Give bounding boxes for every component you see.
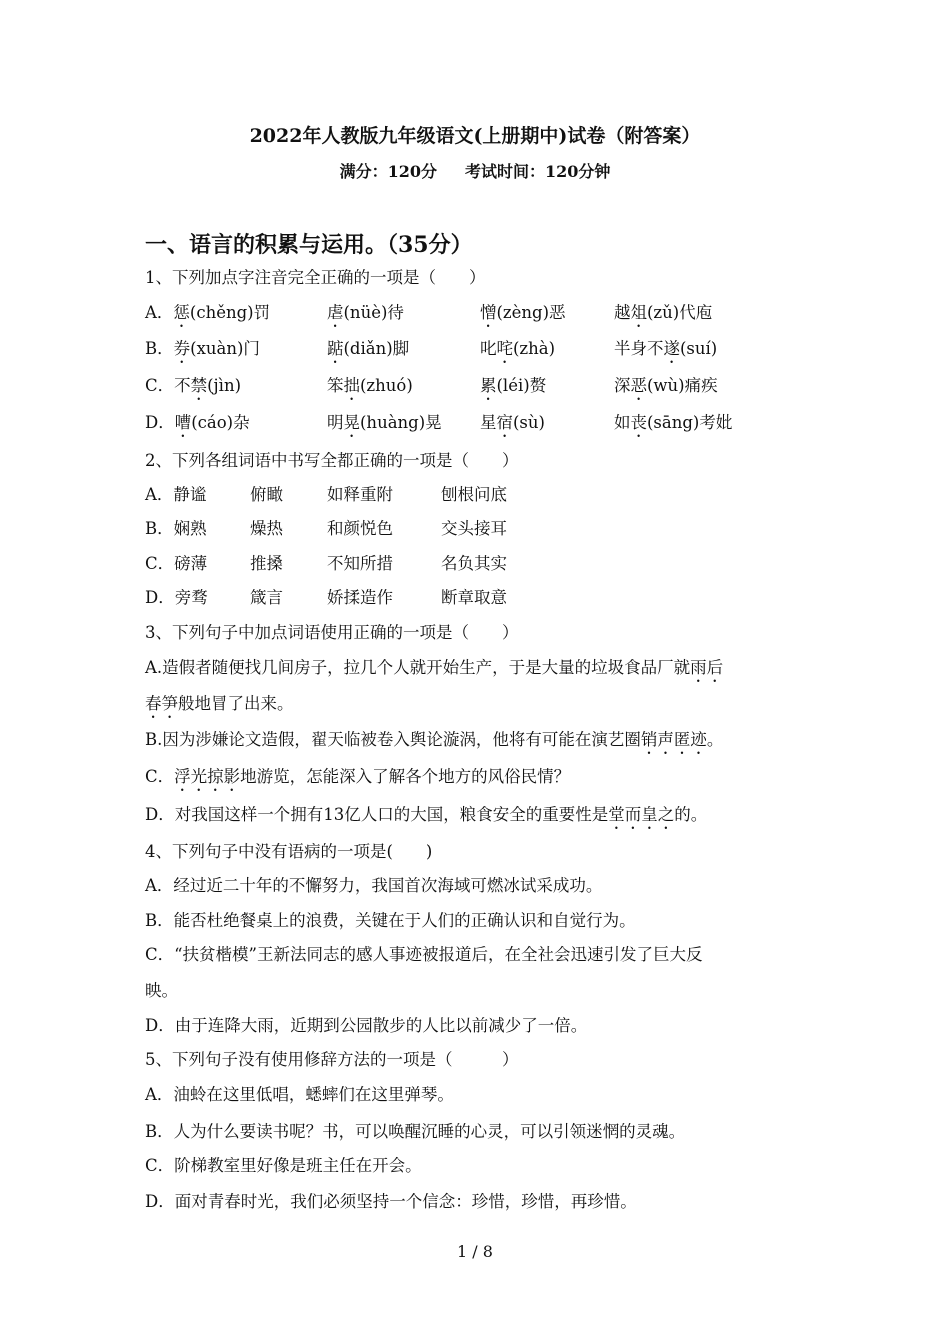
- text-segment: 笨: [327, 376, 344, 395]
- option-cell: [327, 587, 393, 609]
- text-segment: 越: [614, 303, 631, 322]
- option-cell: [250, 587, 283, 609]
- text-segment: (xuàn)门: [190, 339, 260, 358]
- text-segment: 箴言: [250, 588, 283, 607]
- text-segment: 交头接耳: [441, 519, 507, 538]
- text-segment: (zhà): [513, 339, 556, 358]
- text-segment: C．磅薄: [145, 554, 208, 573]
- option-cell: [614, 302, 712, 331]
- text-segment: 深: [614, 376, 631, 395]
- text-segment: 不知所措: [327, 554, 393, 573]
- text-segment: (nüè)待: [343, 303, 404, 322]
- emphasized-text: 咤: [496, 339, 513, 358]
- text-segment: B．人为什么要读书呢？书，可以唤醒沉睡的心灵，可以引领迷惘的灵魂。: [145, 1122, 686, 1141]
- emphasized-text: 浮光掠影: [174, 767, 241, 786]
- option-cell: [614, 412, 732, 441]
- text-segment: B．娴熟: [145, 519, 207, 538]
- option-cell: [145, 484, 206, 506]
- emphasized-text: 宿: [496, 413, 513, 432]
- emphasized-text: 遂: [663, 339, 680, 358]
- option-cell: [327, 375, 413, 404]
- text-segment: 的。: [674, 805, 708, 824]
- question-line: [145, 657, 723, 686]
- option-cell: [145, 302, 270, 331]
- text-segment: D．对我国这样一个拥有13亿人口的大国，粮食安全的重要性是: [145, 805, 609, 824]
- question-line: [145, 1084, 454, 1106]
- option-cell: [441, 518, 507, 540]
- text-segment: 叱: [480, 339, 497, 358]
- emphasized-text: 券: [173, 339, 191, 358]
- text-segment: (jìn): [207, 376, 242, 395]
- text-segment: A．: [145, 303, 174, 322]
- question-line: [145, 980, 178, 1002]
- text-segment: (zǔ)代庖: [647, 303, 713, 322]
- emphasized-text: 销声匿迹: [640, 730, 707, 749]
- text-segment: 3、下列句子中加点词语使用正确的一项是（ ）: [145, 623, 519, 642]
- text-segment: (wù)痛疾: [647, 376, 718, 395]
- text-segment: 明: [327, 413, 344, 432]
- text-segment: C．不: [145, 376, 191, 395]
- option-cell: [327, 553, 393, 575]
- question-line: [145, 693, 294, 722]
- option-cell: [250, 518, 283, 540]
- emphasized-text: 虐: [327, 303, 344, 322]
- text-segment: B．: [145, 339, 174, 358]
- document-title: 2022年人教版九年级语文(上册期中)试卷（附答案）: [249, 125, 701, 147]
- text-segment: A．经过近二十年的不懈努力，我国首次海域可燃冰试采成功。: [145, 876, 603, 895]
- text-segment: 俯瞰: [250, 485, 283, 504]
- text-segment: D．面对青春时光，我们必须坚持一个信念：珍惜，珍惜，再珍惜。: [145, 1192, 637, 1211]
- full-score: 满分：120分: [339, 162, 437, 181]
- question-line: [145, 841, 432, 863]
- option-cell: [327, 518, 393, 540]
- emphasized-text: 禁: [190, 376, 208, 395]
- text-segment: 推搡: [250, 554, 283, 573]
- option-cell: [327, 412, 442, 441]
- option-cell: [441, 587, 507, 609]
- option-cell: [480, 412, 545, 441]
- page-number: 1 / 8: [457, 1242, 493, 1261]
- exam-info: [0, 159, 950, 182]
- text-segment: 断章取意: [441, 588, 507, 607]
- text-segment: 2、下列各组词语中书写全都正确的一项是（ ）: [145, 451, 519, 470]
- text-segment: 地游览，怎能深入了解各个地方的风俗民情？: [240, 767, 571, 786]
- option-cell: [327, 484, 393, 506]
- option-cell: [145, 553, 207, 575]
- option-cell: [327, 338, 409, 367]
- text-segment: 娇揉造作: [327, 588, 393, 607]
- option-cell: [480, 338, 555, 367]
- question-line: [145, 1121, 685, 1143]
- text-segment: 。: [706, 730, 724, 749]
- text-segment: 5、下列句子没有使用修辞方法的一项是（ ）: [145, 1050, 519, 1069]
- option-cell: [441, 484, 507, 506]
- option-cell: [441, 553, 507, 575]
- text-segment: A．静谧: [145, 485, 207, 504]
- text-segment: A．油蛉在这里低唱，蟋蟀们在这里弹琴。: [145, 1085, 454, 1104]
- text-segment: 映。: [145, 981, 178, 1000]
- text-segment: (sāng)考妣: [647, 413, 733, 432]
- question-line: [145, 729, 723, 758]
- text-segment: 如释重附: [327, 485, 393, 504]
- text-segment: (huàng)晃: [360, 413, 442, 432]
- option-cell: [614, 338, 717, 367]
- question-line: [145, 267, 486, 289]
- text-segment: 如: [614, 413, 631, 432]
- text-segment: 半身不: [614, 339, 664, 358]
- text-segment: C．“扶贫楷模”王新法同志的感人事迹被报道后，在全社会迅速引发了巨大反: [145, 945, 703, 964]
- question-line: [145, 622, 519, 644]
- option-cell: [250, 484, 283, 506]
- text-segment: (léi)赘: [496, 376, 547, 395]
- option-cell: [145, 518, 207, 540]
- option-cell: [145, 375, 241, 404]
- text-segment: 名负其实: [441, 554, 507, 573]
- option-cell: [327, 302, 404, 331]
- emphasized-text: 恶: [630, 376, 647, 395]
- text-segment: (zhuó): [360, 376, 413, 395]
- emphasized-text: 踮: [327, 339, 344, 358]
- question-line: [145, 1015, 587, 1037]
- question-line: [145, 450, 519, 472]
- text-segment: A.造假者随便找几间房子，拉几个人就开始生产，于是大量的垃圾食品厂就: [145, 658, 691, 677]
- option-cell: [480, 375, 546, 404]
- emphasized-text: 春笋: [145, 694, 178, 713]
- text-segment: 1、下列加点字注音完全正确的一项是（ ）: [145, 268, 486, 287]
- text-segment: (suí): [680, 339, 718, 358]
- question-line: [145, 1155, 422, 1177]
- text-segment: (sù): [513, 413, 545, 432]
- emphasized-text: 丧: [630, 413, 647, 432]
- text-segment: C．阶梯教室里好像是班主任在开会。: [145, 1156, 422, 1175]
- option-cell: [250, 553, 283, 575]
- option-cell: [145, 412, 250, 441]
- text-segment: (zèng)恶: [496, 303, 566, 322]
- text-segment: C．: [145, 767, 175, 786]
- emphasized-text: 嘈: [174, 413, 192, 432]
- question-line: [145, 804, 707, 833]
- option-cell: [614, 375, 718, 404]
- section-heading: 一、语言的积累与运用。（35分）: [145, 232, 473, 258]
- text-segment: 刨根问底: [441, 485, 507, 504]
- emphasized-text: 晃: [343, 413, 360, 432]
- question-line: [145, 766, 570, 795]
- text-segment: (chěng)罚: [189, 303, 271, 322]
- emphasized-text: 雨后: [690, 658, 724, 677]
- text-segment: 和颜悦色: [327, 519, 393, 538]
- text-segment: (diǎn)脚: [343, 339, 410, 358]
- text-segment: 星: [480, 413, 497, 432]
- text-segment: D．: [145, 413, 175, 432]
- text-segment: B．能否杜绝餐桌上的浪费，关键在于人们的正确认识和自觉行为。: [145, 911, 636, 930]
- text-segment: D．由于连降大雨，近期到公园散步的人比以前减少了一倍。: [145, 1016, 588, 1035]
- question-line: [145, 944, 703, 966]
- emphasized-text: 拙: [343, 376, 360, 395]
- option-cell: [145, 338, 260, 367]
- emphasized-text: 惩: [173, 303, 190, 322]
- question-line: [145, 875, 602, 897]
- option-cell: [480, 302, 566, 331]
- emphasized-text: 俎: [630, 303, 647, 322]
- emphasized-text: 堂而皇之: [608, 805, 675, 824]
- text-segment: (cáo)杂: [191, 413, 250, 432]
- text-segment: 燥热: [250, 519, 283, 538]
- question-line: [145, 1191, 637, 1213]
- question-line: [145, 910, 636, 932]
- emphasized-text: 憎: [480, 303, 497, 322]
- text-segment: 般地冒了出来。: [178, 694, 294, 713]
- option-cell: [145, 587, 208, 609]
- text-segment: D．旁骛: [145, 588, 208, 607]
- text-segment: B.因为涉嫌论文造假，翟天临被卷入舆论漩涡，他将有可能在演艺圈: [145, 730, 641, 749]
- exam-time: 考试时间：120分钟: [465, 162, 611, 181]
- emphasized-text: 累: [480, 376, 497, 395]
- text-segment: 4、下列句子中没有语病的一项是( ): [145, 842, 433, 861]
- question-line: [145, 1049, 519, 1071]
